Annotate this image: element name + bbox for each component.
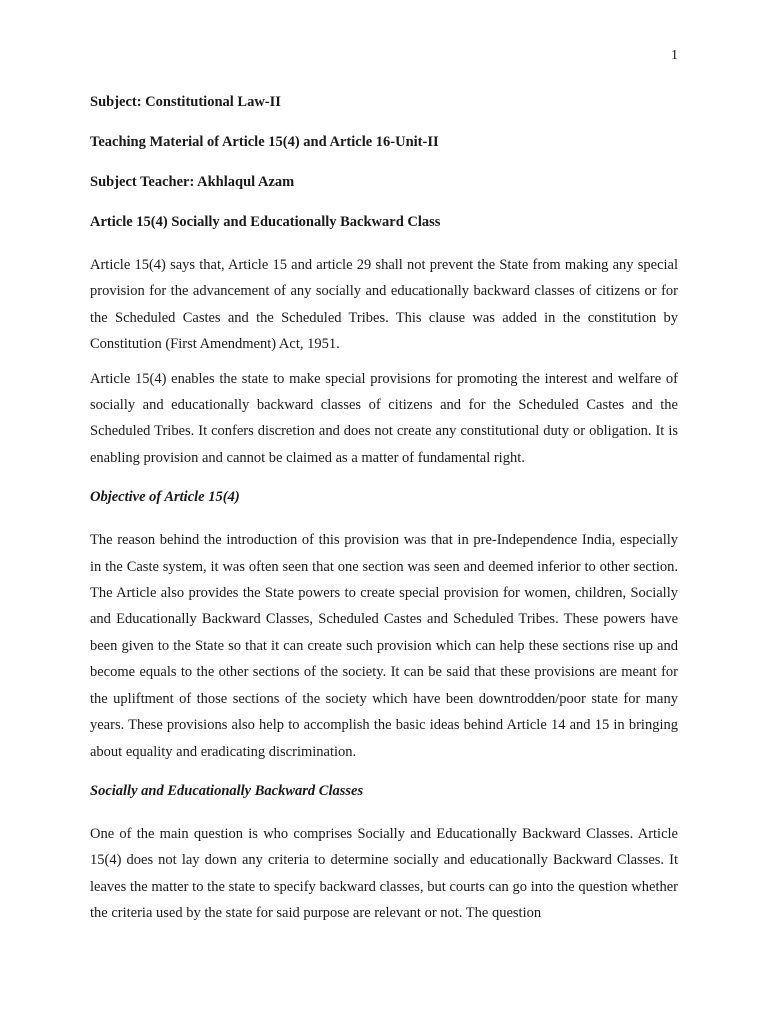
- teaching-material-line: Teaching Material of Article 15(4) and Article 16-Unit-II: [90, 134, 439, 150]
- paragraph-sebc: One of the main question is who comprises Socially and Educationally Backward Classes. Article 15(4) does not lay down any criteria to determine socially and educationally Backward Classes. It leaves the matter to the state to specify backward classes, but courts can go into the question whether the criteria used by the state for said purpose are relevant or not. The question: [90, 825, 678, 922]
- paragraph-objective: The reason behind the introduction of this provision was that in pre-Independence India, especially in the Caste system, it was often seen that one section was seen and deemed inferior to other section. The Article also provides the State powers to create special provision for women, children, Socially and Educationally Backward Classes, Scheduled Castes and Scheduled Tribes. These powers have been given to the State so that it can create such provision which can help these sections rise up and become equals to the other sections of the society. It can be said that these provisions are meant for the upliftment of those sections of the society which have been downtrodden/poor state for many years. These provisions also help to accomplish the basic ideas behind Article 14 and 15 in bringing about equality and eradicating discrimination.: [90, 532, 678, 760]
- paragraph-article-15-4-enables: Article 15(4) enables the state to make special provisions for promoting the interest and welfare of socially and educationally backward classes of citizens and for the Scheduled Castes and the Scheduled Tribes. It confers discretion and does not create any constitutional duty or obligation. It is enabling provision and cannot be claimed as a matter of fundamental right.: [90, 370, 678, 466]
- paragraph-article-15-4-says: Article 15(4) says that, Article 15 and article 29 shall not prevent the State from making any special provision for the advancement of any socially and educationally backward classes of citizens or for the Scheduled Castes and the Scheduled Tribes. This clause was added in the constitution by Constitution (First Amendment) Act, 1951.: [90, 257, 678, 353]
- page-number: 1: [671, 48, 678, 63]
- section-title-sebc: Socially and Educationally Backward Classes: [90, 782, 364, 799]
- section-title-objective: Objective of Article 15(4): [90, 489, 240, 506]
- section-title-article-15-4: Article 15(4) Socially and Educationally Backward Class: [90, 214, 441, 230]
- subject-teacher-line: Subject Teacher: Akhlaqul Azam: [90, 174, 295, 190]
- subject-line: Subject: Constitutional Law-II: [90, 94, 281, 110]
- document-body: [90, 92, 678, 935]
